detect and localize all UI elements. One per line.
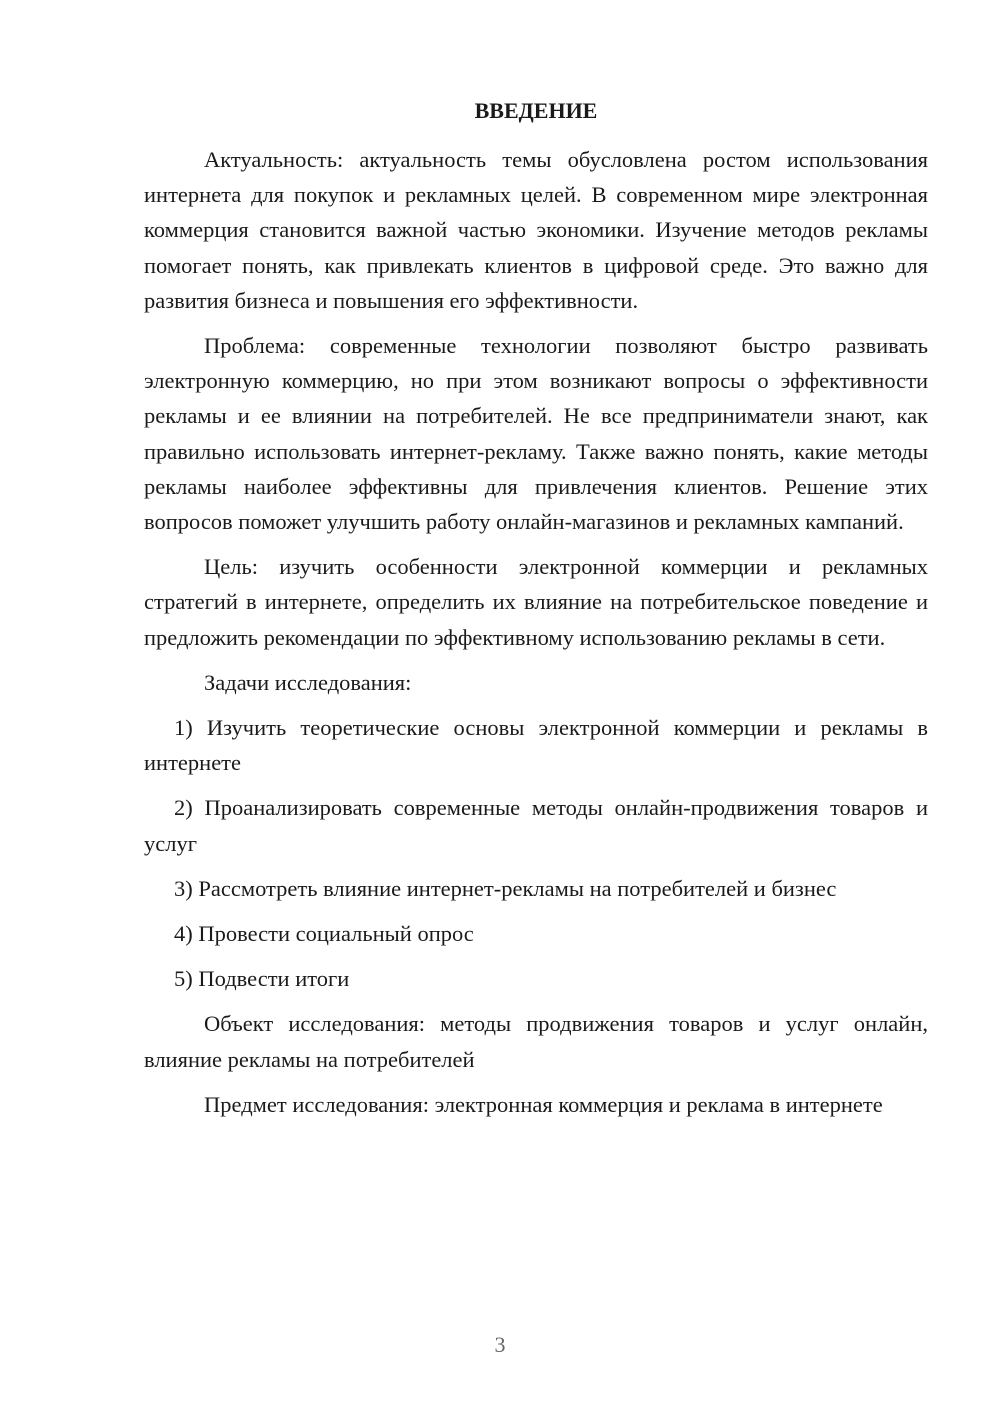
task-item: 3) Рассмотреть влияние интернет-рекламы на потребителей и бизнес [174,875,837,901]
task-item: 4) Провести социальный опрос [174,921,474,947]
paragraph-relevance: Актуальность: актуальность темы обусловлена ростом использования интернета для покупок и рекламных целей. В современном мире электронная коммерция становится важной частью экономики. Изучение методов рекламы помогает понять, как привлекать клиентов в цифровой среде. Это важно для развития бизнеса и повышения его эффективности. [144,147,928,313]
document-page [144,92,928,1132]
paragraph-goal: Цель: изучить особенности электронной коммерции и рекламных стратегий в интернете, определить их влияние на потребительское поведение и предложить рекомендации по эффективному использованию рекламы в сети. [144,554,928,650]
paragraph-problem: Проблема: современные технологии позволяют быстро развивать электронную коммерцию, но при этом возникают вопросы о эффективности рекламы и ее влиянии на потребителей. Не все предприниматели знают, как правильно использовать интернет-рекламу. Также важно понять, какие методы рекламы наиболее эффективны для привлечения клиентов. Решение этих вопросов поможет улучшить работу онлайн-магазинов и рекламных кампаний. [144,333,928,535]
task-item: 5) Подвести итоги [174,966,350,992]
document-title: ВВЕДЕНИЕ [474,98,598,123]
paragraph-subject: Предмет исследования: электронная коммерция и реклама в интернете [204,1091,883,1117]
page-number: 3 [494,1332,506,1357]
task-item: 1) Изучить теоретические основы электронной коммерции и рекламы в интернете [144,715,928,776]
tasks-heading: Задачи исследования: [204,669,412,695]
task-item: 2) Проанализировать современные методы онлайн-продвижения товаров и услуг [144,795,928,856]
paragraph-object: Объект исследования: методы продвижения товаров и услуг онлайн, влияние рекламы на потребителей [144,1011,928,1072]
